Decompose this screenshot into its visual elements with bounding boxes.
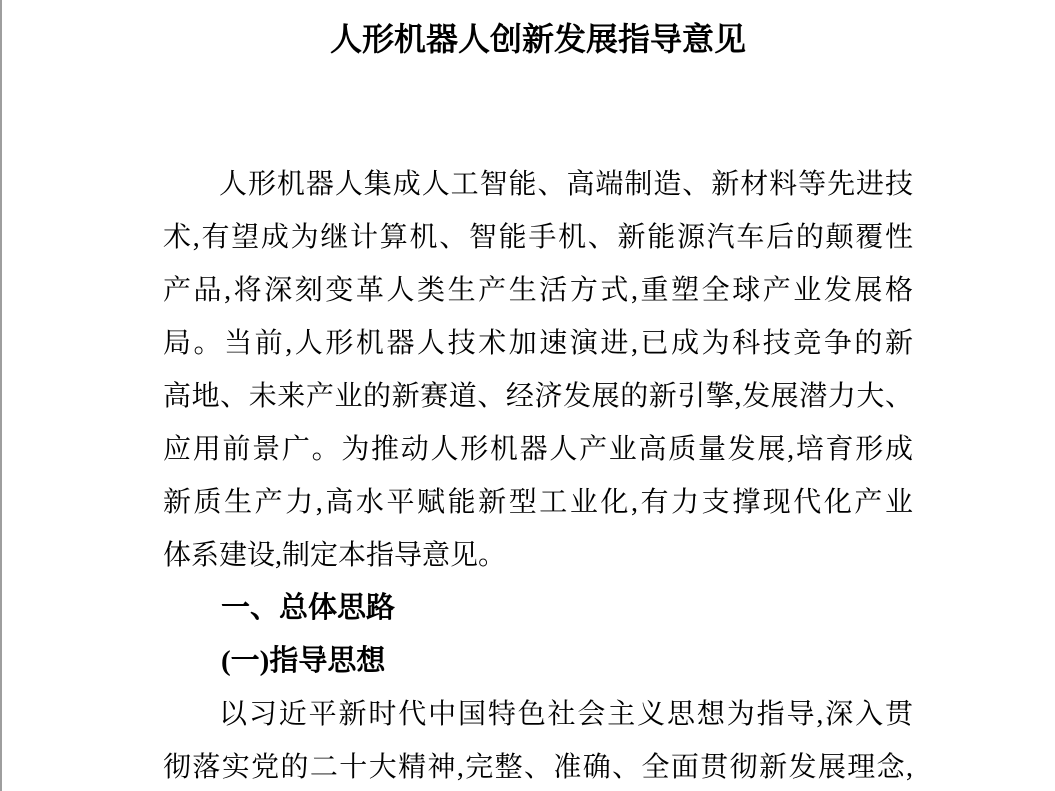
paragraph-line: 新质生产力,高水平赋能新型工业化,有力支撑现代化产业 xyxy=(163,487,913,518)
document-content xyxy=(163,0,913,791)
paragraph-line: 术,有望成为继计算机、智能手机、新能源汽车后的颠覆性 xyxy=(163,222,913,253)
guiding-ideology-paragraph xyxy=(163,688,913,791)
paragraph-line: 以习近平新时代中国特色社会主义思想为指导,深入贯 xyxy=(219,699,913,730)
paragraph-line: 高地、未来产业的新赛道、经济发展的新引擎,发展潜力大、 xyxy=(163,381,913,412)
intro-paragraph xyxy=(163,158,913,582)
paragraph-line: 局。当前,人形机器人技术加速演进,已成为科技竞争的新 xyxy=(163,328,913,359)
subsection-heading-guiding-ideology: (一)指导思想 xyxy=(221,645,386,677)
document-title: 人形机器人创新发展指导意见 xyxy=(329,21,746,57)
paragraph-line: 体系建设,制定本指导意见。 xyxy=(163,540,507,571)
paragraph-line: 应用前景广。为推动人形机器人产业高质量发展,培育形成 xyxy=(163,434,913,465)
paragraph-line: 人形机器人集成人工智能、高端制造、新材料等先进技 xyxy=(219,169,913,200)
section-heading-overall-approach: 一、总体思路 xyxy=(221,592,396,624)
page-left-edge-line xyxy=(0,0,2,791)
paragraph-line: 彻落实党的二十大精神,完整、准确、全面贯彻新发展理念, xyxy=(163,752,913,783)
paragraph-line: 产品,将深刻变革人类生产生活方式,重塑全球产业发展格 xyxy=(163,275,913,306)
